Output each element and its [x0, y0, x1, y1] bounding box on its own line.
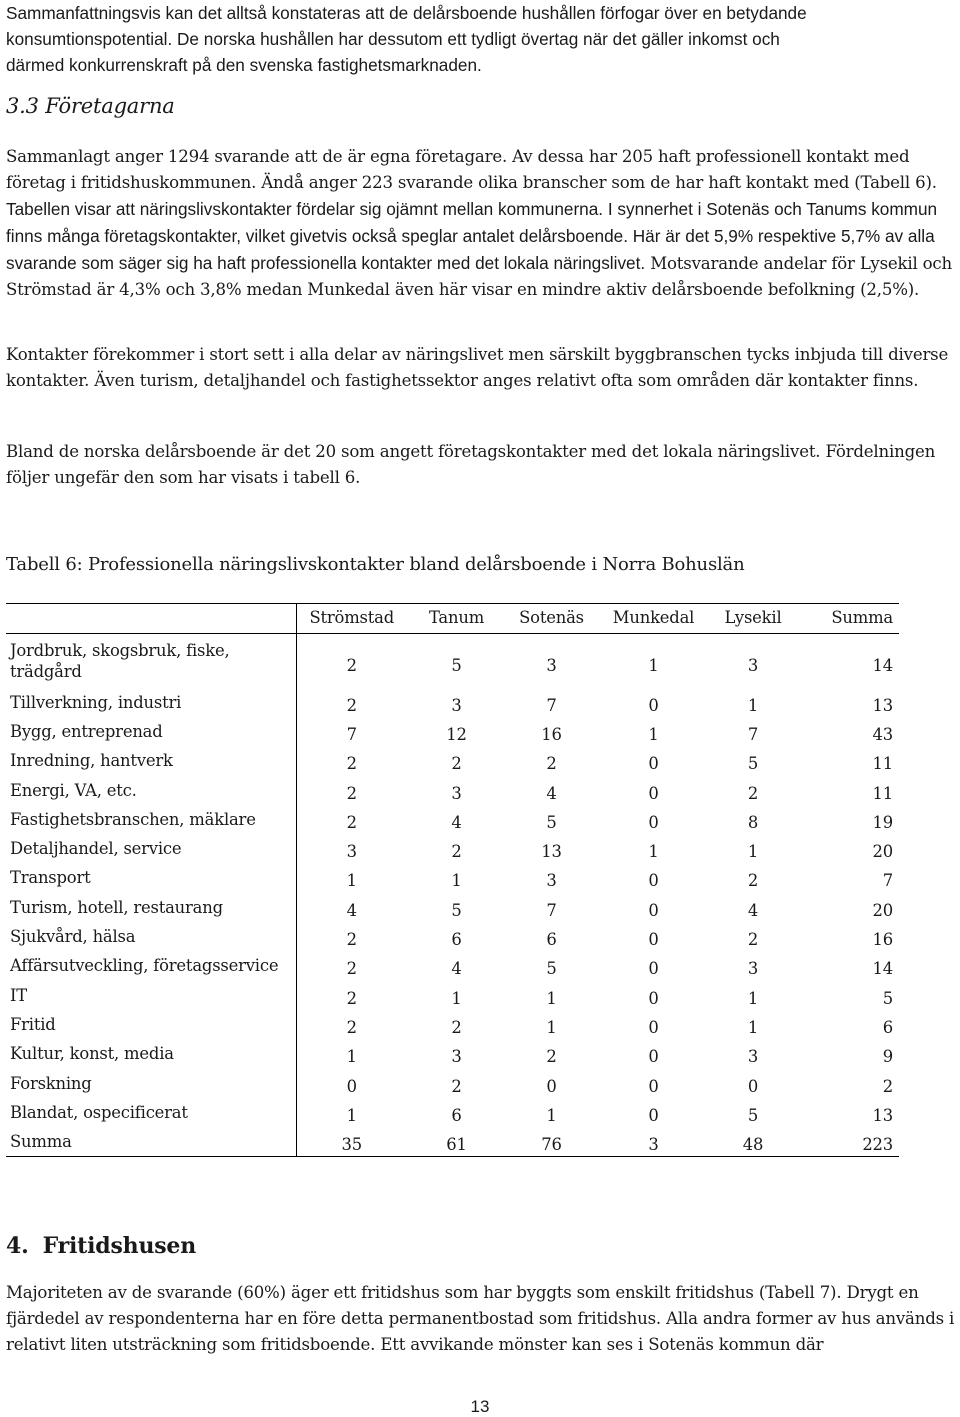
cell-munkedal: 0 — [648, 871, 659, 891]
table-header-row — [6, 604, 899, 634]
cell-munkedal: 0 — [648, 812, 659, 832]
cell-stromstad: 2 — [346, 783, 357, 803]
cell-munkedal: 1 — [648, 724, 659, 744]
intro-line-3: därmed konkurrenskraft på den svenska fastighetsmarknaden. — [6, 55, 482, 75]
cell-tanum: 1 — [451, 871, 462, 891]
section-4-number: 4. — [6, 1233, 29, 1259]
cell-summa: 11 — [872, 754, 893, 774]
section-4-heading — [6, 1233, 196, 1259]
cell-munkedal: 3 — [648, 1135, 659, 1155]
section-3-3-paragraph-2: Kontakter förekommer i stort sett i alla delar av näringslivet men särskilt byggbranschen tycks inbjuda till diverse kontakter. Även turism, detaljhandel och fastighetssektor anges relativt ofta som områden där kontakter finns. — [6, 345, 949, 390]
cell-tanum: 5 — [451, 900, 462, 920]
table-row — [6, 775, 899, 804]
header-empty — [6, 604, 296, 634]
cell-tanum: 3 — [451, 783, 462, 803]
cell-lysekil: 2 — [747, 783, 759, 803]
cell-lysekil: 4 — [747, 900, 759, 920]
cell-lysekil: 3 — [747, 656, 759, 676]
table-row — [6, 1039, 899, 1068]
row-category: Blandat, ospecificerat — [6, 1098, 296, 1127]
cell-summa: 20 — [872, 842, 893, 862]
cell-sotenas: 1 — [546, 988, 557, 1008]
cell-tanum: 61 — [446, 1135, 467, 1155]
table-row — [6, 1068, 899, 1097]
cell-sotenas: 7 — [546, 900, 557, 920]
header-stromstad: Strömstad — [309, 608, 395, 627]
intro-paragraph — [6, 0, 958, 78]
row-category: Tillverkning, industri — [6, 688, 296, 717]
cell-munkedal: 1 — [648, 656, 659, 676]
row-category: Bygg, entreprenad — [6, 717, 296, 746]
cell-munkedal: 0 — [648, 783, 659, 803]
table-row — [6, 717, 899, 746]
cell-sotenas: 2 — [546, 1047, 557, 1067]
cell-sotenas: 0 — [546, 1076, 557, 1096]
row-category: Fritid — [6, 1010, 296, 1039]
cell-munkedal: 0 — [648, 959, 659, 979]
table-row — [6, 863, 899, 892]
cell-sotenas: 76 — [541, 1135, 562, 1155]
cell-munkedal: 0 — [648, 754, 659, 774]
header-tanum: Tanum — [428, 608, 485, 627]
cell-lysekil: 3 — [747, 1047, 759, 1067]
cell-sotenas: 4 — [546, 783, 557, 803]
cell-stromstad: 2 — [346, 959, 357, 979]
cell-sotenas: 1 — [546, 1105, 557, 1125]
cell-summa: 11 — [872, 783, 893, 803]
table-row — [6, 893, 899, 922]
cell-stromstad: 2 — [346, 930, 357, 950]
intro-line-1: Sammanfattningsvis kan det alltså konstateras att de delårsboende hushållen förfogar över en betydande — [6, 3, 807, 23]
row-category: Energi, VA, etc. — [6, 775, 296, 804]
cell-munkedal: 0 — [648, 900, 659, 920]
cell-lysekil: 8 — [747, 812, 759, 832]
row-category: Kultur, konst, media — [6, 1039, 296, 1068]
cell-sotenas: 5 — [546, 959, 557, 979]
cell-lysekil: 48 — [742, 1135, 764, 1155]
cell-stromstad: 1 — [346, 1105, 357, 1125]
header-lysekil: Lysekil — [724, 608, 782, 627]
table-6-caption: Tabell 6: Professionella näringslivskontakter bland delårsboende i Norra Bohuslän — [6, 554, 745, 575]
cell-stromstad: 35 — [341, 1135, 362, 1155]
cell-tanum: 1 — [451, 988, 462, 1008]
cell-summa: 13 — [872, 695, 893, 715]
cell-summa: 9 — [882, 1047, 893, 1067]
cell-tanum: 2 — [451, 754, 462, 774]
cell-tanum: 12 — [446, 724, 467, 744]
header-munkedal: Munkedal — [612, 608, 695, 627]
cell-lysekil: 5 — [747, 1105, 759, 1125]
cell-stromstad: 1 — [346, 1047, 357, 1067]
row-category: Detaljhandel, service — [6, 834, 296, 863]
cell-tanum: 4 — [451, 959, 462, 979]
cell-munkedal: 0 — [648, 1017, 659, 1037]
cell-sotenas: 7 — [546, 695, 557, 715]
table-row — [6, 805, 899, 834]
section-3-3-paragraph-3: Bland de norska delårsboende är det 20 som angett företagskontakter med det lokala näringslivet. Fördelningen följer ungefär den som har visats i tabell 6. — [6, 442, 936, 487]
table-row — [6, 951, 899, 980]
cell-summa: 43 — [872, 724, 893, 744]
cell-tanum: 3 — [451, 695, 462, 715]
row-category: Fastighetsbranschen, mäklare — [6, 805, 296, 834]
cell-sotenas: 3 — [546, 656, 557, 676]
cell-summa: 13 — [872, 1105, 893, 1125]
section-3-3-paragraph-1 — [6, 144, 958, 303]
table-row — [6, 746, 899, 775]
header-sotenas: Sotenäs — [519, 608, 584, 627]
cell-tanum: 2 — [451, 842, 462, 862]
cell-summa: 6 — [882, 1017, 893, 1037]
cell-munkedal: 0 — [648, 1105, 659, 1125]
cell-tanum: 2 — [451, 1076, 462, 1096]
table-row — [6, 1098, 899, 1127]
paragraph-1-sans-part: Tabellen visar att näringslivskontakter fördelar sig ojämnt mellan kommunerna. I synnerhet i Sotenäs och Tanums kommun finns många företagskontakter, vilket givetvis också speglar antalet delårsboende. Här är det 5,9% respektive 5,7% av alla svarande som säger sig ha haft professionella kontakter med det lokala näringslivet. — [6, 199, 938, 273]
cell-sotenas: 2 — [546, 754, 557, 774]
cell-stromstad: 7 — [346, 724, 357, 744]
cell-munkedal: 0 — [648, 695, 659, 715]
section-4-paragraph-1: Majoriteten av de svarande (60%) äger ett fritidshus som har byggts som enskilt fritidshus (Tabell 7). Drygt en fjärdedel av respondenterna har en före detta permanentbostad som fritidshus. Alla andra former av hus används i relativt liten utsträckning som fritidsboende. Ett avvikande mönster kan ses i Sotenäs kommun där — [6, 1283, 955, 1354]
cell-summa: 2 — [882, 1076, 893, 1096]
cell-lysekil: 1 — [747, 988, 759, 1008]
intro-line-2: konsumtionspotential. De norska hushållen har dessutom ett tydligt övertag när det gäller inkomst och — [6, 29, 780, 49]
cell-lysekil: 0 — [747, 1076, 759, 1096]
cell-sotenas: 5 — [546, 812, 557, 832]
table-row — [6, 1010, 899, 1039]
cell-munkedal: 1 — [648, 842, 659, 862]
cell-sotenas: 16 — [541, 724, 562, 744]
cell-stromstad: 2 — [346, 812, 357, 832]
cell-tanum: 6 — [451, 930, 462, 950]
page-number: 13 — [470, 1397, 490, 1416]
cell-lysekil: 5 — [747, 754, 759, 774]
section-3-3-heading: 3.3 Företagarna — [6, 94, 175, 118]
cell-lysekil: 1 — [747, 842, 759, 862]
cell-sotenas: 3 — [546, 871, 557, 891]
cell-summa: 16 — [872, 930, 893, 950]
table-row — [6, 834, 899, 863]
row-category: Transport — [6, 863, 296, 892]
cell-tanum: 3 — [451, 1047, 462, 1067]
cell-summa: 223 — [862, 1135, 893, 1155]
cell-summa: 7 — [882, 871, 893, 891]
row-category: Inredning, hantverk — [6, 746, 296, 775]
cell-stromstad: 2 — [346, 988, 357, 1008]
cell-stromstad: 2 — [346, 1017, 357, 1037]
cell-munkedal: 0 — [648, 988, 659, 1008]
cell-tanum: 5 — [451, 656, 462, 676]
cell-stromstad: 2 — [346, 656, 357, 676]
cell-sotenas: 1 — [546, 1017, 557, 1037]
cell-munkedal: 0 — [648, 930, 659, 950]
table-total-row — [6, 1127, 899, 1157]
cell-stromstad: 2 — [346, 695, 357, 715]
cell-lysekil: 7 — [747, 724, 759, 744]
cell-sotenas: 13 — [541, 842, 562, 862]
paragraph-1-serif-part-b: Motsvarande andelar för Lysekil och Strömstad är 4,3% och 3,8% medan Munkedal även här visar en mindre aktiv delårsboende befolkning (2,5%). — [6, 254, 953, 299]
table-row — [6, 980, 899, 1009]
row-category: Turism, hotell, restaurang — [6, 893, 296, 922]
cell-summa: 5 — [882, 988, 893, 1008]
cell-lysekil: 2 — [747, 871, 759, 891]
section-4-title: Fritidshusen — [42, 1233, 197, 1259]
table-6 — [6, 603, 899, 1157]
cell-summa: 19 — [872, 812, 893, 832]
row-category: Forskning — [6, 1068, 296, 1097]
header-summa: Summa — [831, 608, 893, 627]
cell-lysekil: 3 — [747, 959, 759, 979]
table-row — [6, 922, 899, 951]
row-category: Jordbruk, skogsbruk, fiske, trädgård — [6, 634, 296, 688]
cell-stromstad: 2 — [346, 754, 357, 774]
cell-tanum: 2 — [451, 1017, 462, 1037]
cell-munkedal: 0 — [648, 1047, 659, 1067]
cell-stromstad: 1 — [346, 871, 357, 891]
row-category: IT — [6, 980, 296, 1009]
cell-munkedal: 0 — [648, 1076, 659, 1096]
row-category: Affärsutveckling, företagsservice — [6, 951, 296, 980]
cell-stromstad: 4 — [346, 900, 357, 920]
cell-lysekil: 1 — [747, 695, 759, 715]
cell-summa: 14 — [872, 959, 893, 979]
table-row — [6, 688, 899, 717]
cell-tanum: 6 — [451, 1105, 462, 1125]
cell-lysekil: 1 — [747, 1017, 759, 1037]
paragraph-1-serif-part-a: Sammanlagt anger 1294 svarande att de är egna företagare. Av dessa har 205 haft professionell kontakt med företag i fritidshuskommunen. Ändå anger 223 svarande olika branscher som de har haft kontakt med (Tabell 6). — [6, 147, 937, 192]
cell-lysekil: 2 — [747, 930, 759, 950]
cell-stromstad: 0 — [346, 1076, 357, 1096]
cell-stromstad: 3 — [346, 842, 357, 862]
row-category: Summa — [6, 1127, 296, 1157]
cell-summa: 14 — [872, 656, 893, 676]
table-row — [6, 634, 899, 688]
cell-sotenas: 6 — [546, 930, 557, 950]
cell-summa: 20 — [872, 900, 893, 920]
row-category: Sjukvård, hälsa — [6, 922, 296, 951]
cell-tanum: 4 — [451, 812, 462, 832]
